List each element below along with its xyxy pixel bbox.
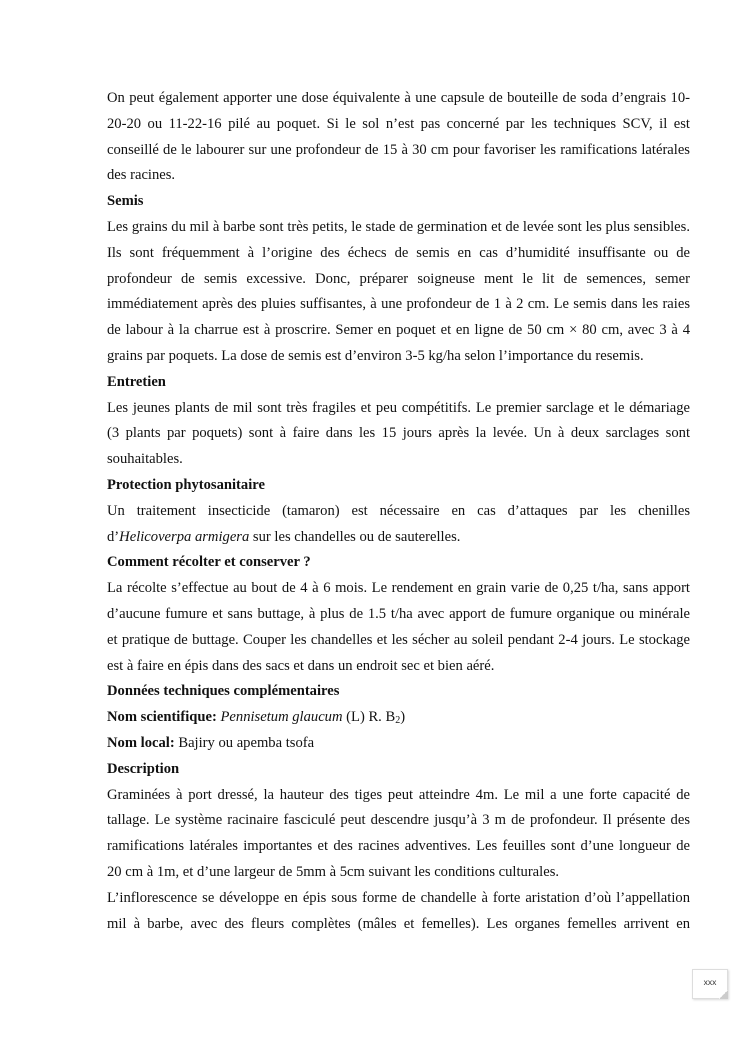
- page-number: xxx: [692, 969, 728, 999]
- text-line: d’aucune fumure et sans buttage, à plus de 1.5 t/ha avec apport de fumure organique ou minérale: [107, 605, 690, 622]
- text-line: Un traitement insecticide (tamaron) est nécessaire en cas d’attaques par les chenilles: [107, 502, 690, 519]
- text-line: Les grains du mil à barbe sont très petits, le stade de germination et de levée sont les plus sensibles.: [107, 218, 690, 235]
- text-line: tallage. Le système racinaire fasciculé peut descendre jusqu’à 3 m de profondeur. Il présente des: [107, 812, 690, 829]
- scientific-name: Pennisetum glaucum: [220, 709, 343, 726]
- text-fragment: sur les chandelles ou de sauterelles.: [249, 528, 461, 545]
- text-line: Ils sont fréquemment à l’origine des échecs de semis en cas d’humidité insuffisante ou de: [107, 244, 690, 261]
- text-fragment: d’: [107, 528, 120, 545]
- section-heading-protection: Protection phytosanitaire: [107, 476, 265, 493]
- section-heading-semis: Semis: [107, 193, 144, 210]
- section-heading-description: Description: [107, 760, 180, 777]
- text-line: ramifications latérales importantes et des racines adventives. Les feuilles sont d’une longueur de: [107, 838, 690, 855]
- section-heading-entretien: Entretien: [107, 373, 166, 390]
- text-line: La récolte s’effectue au bout de 4 à 6 mois. Le rendement en grain varie de 0,25 t/ha, sans apport: [107, 580, 690, 597]
- label: Nom local:: [107, 734, 175, 751]
- text-line: mil à barbe, avec des fleurs complètes (mâles et femelles). Les organes femelles arrivent en: [107, 915, 690, 932]
- text-line: conseillé de le labourer sur une profondeur de 15 à 30 cm pour favoriser les ramifications latérales: [107, 141, 690, 158]
- text-line: [107, 525, 690, 551]
- species-name: Helicoverpa armigera: [119, 528, 250, 545]
- text-line: profondeur de semis excessive. Donc, préparer soigneuse ment le lit de semences, semer: [107, 270, 690, 287]
- local-name: Bajiry ou apemba tsofa: [174, 734, 315, 751]
- local-name-line: [107, 731, 690, 757]
- document-body: [107, 86, 690, 937]
- text-line: souhaitables.: [107, 451, 183, 468]
- section-heading-donnees: Données techniques complémentaires: [107, 683, 340, 700]
- text-line: (3 plants par poquets) sont à faire dans les 15 jours après la levée. Un à deux sarclages sont: [107, 425, 690, 442]
- text-line: et pratique de buttage. Couper les chandelles et les sécher au soleil pendant 2-4 jours. Le stockage: [107, 631, 690, 648]
- text-line: des racines.: [107, 167, 176, 184]
- text-fragment: ): [400, 709, 406, 726]
- text-line: 20-20 ou 11-22-16 pilé au poquet. Si le sol n’est pas concerné par les techniques SCV, il est: [107, 115, 690, 132]
- label: Nom scientifique:: [107, 709, 217, 726]
- text-line: de labour à la charrue est à proscrire. Semer en poquet et en ligne de 50 cm × 80 cm, avec 3 à 4: [107, 322, 690, 339]
- text-line: grains par poquets. La dose de semis est d’environ 3-5 kg/ha selon l’importance du resemis.: [107, 347, 644, 364]
- text-line: L’inflorescence se développe en épis sous forme de chandelle à forte aristation d’où l’appellation: [107, 889, 690, 906]
- text-fragment: (L) R. B: [342, 709, 396, 726]
- section-heading-recolte: Comment récolter et conserver ?: [107, 554, 311, 571]
- subscript: 2: [395, 715, 401, 727]
- text-line: On peut également apporter une dose équivalente à une capsule de bouteille de soda d’engrais 10-: [107, 90, 690, 106]
- text-line: est à faire en épis dans des sacs et dans un endroit sec et bien aéré.: [107, 657, 495, 674]
- scientific-name-line: [107, 705, 690, 731]
- text-line: Graminées à port dressé, la hauteur des tiges peut atteindre 4m. Le mil a une forte capacité de: [107, 786, 690, 803]
- text-line: Les jeunes plants de mil sont très fragiles et peu compétitifs. Le premier sarclage et le démariage: [107, 399, 690, 416]
- text-line: immédiatement après des pluies suffisantes, à une profondeur de 1 à 2 cm. Le semis dans les raies: [107, 296, 690, 313]
- text-line: 20 cm à 1m, et d’une largeur de 5mm à 5cm suivant les conditions culturales.: [107, 863, 560, 880]
